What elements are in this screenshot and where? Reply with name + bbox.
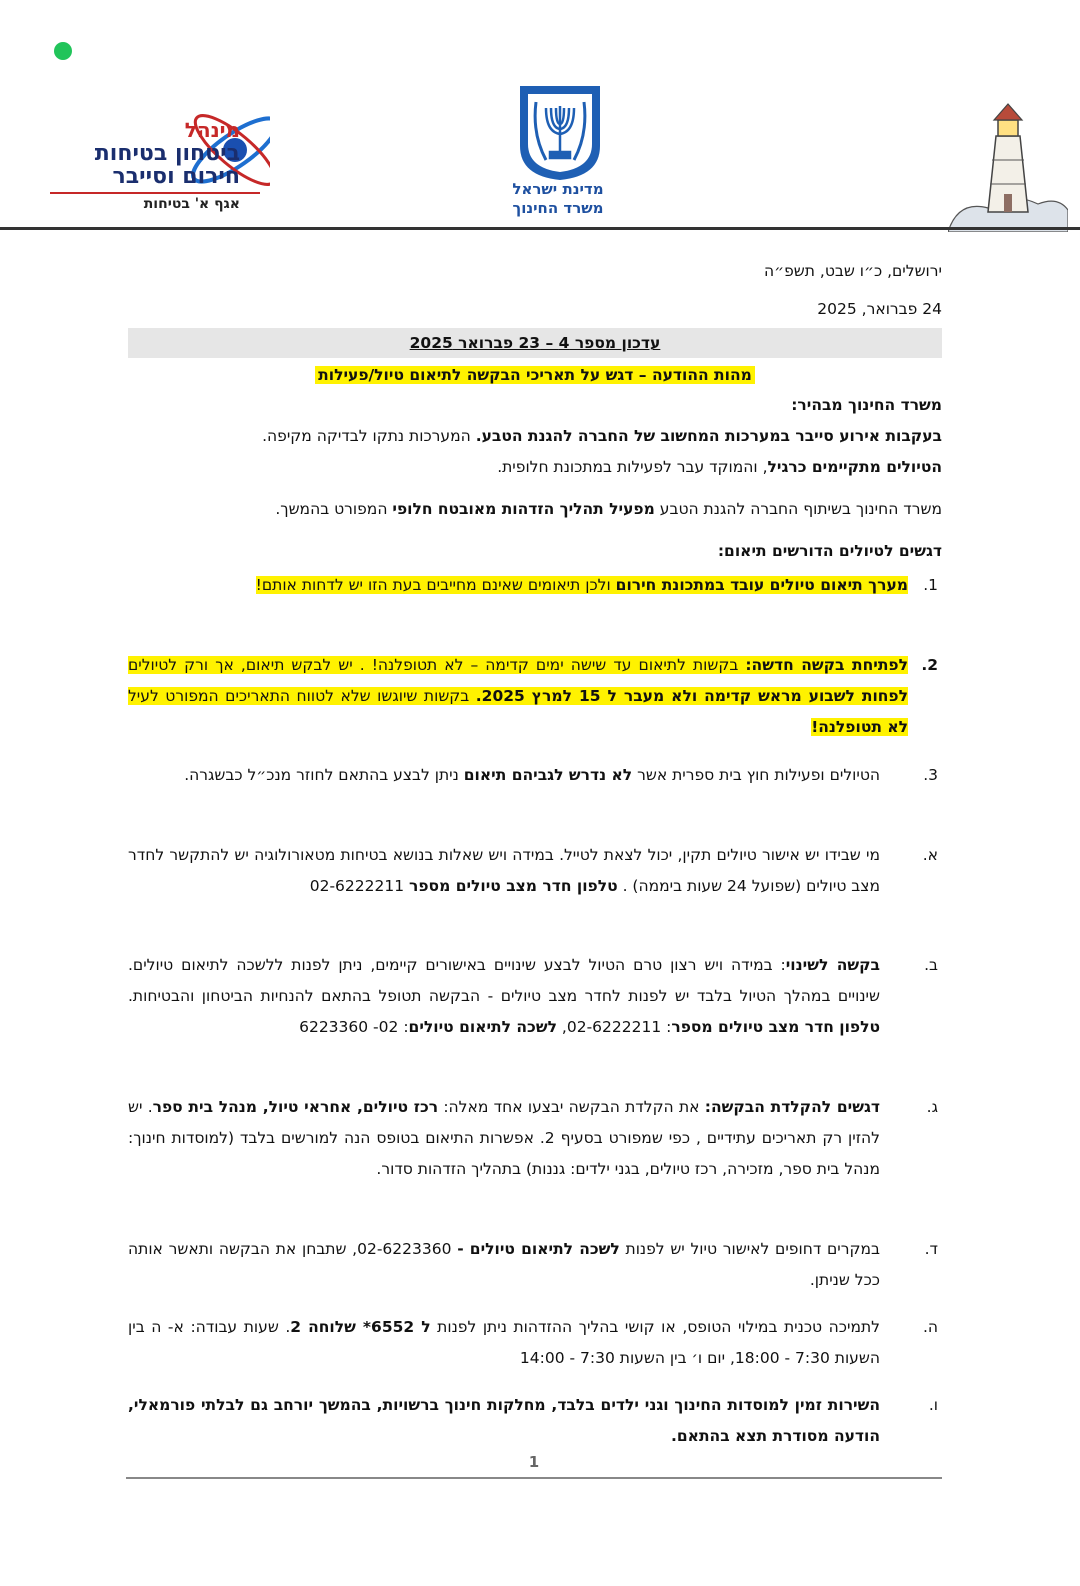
logo-line-2: ביטחון בטיחות	[94, 140, 240, 166]
header-rule	[0, 227, 1080, 230]
logo-divider	[50, 192, 260, 194]
intro-heading: משרד החינוך מבהיר:	[791, 396, 942, 414]
message-nature-text: מהות ההודעה – דגש על תאריכי הבקשה לתיאום טיול/פעילות	[315, 366, 755, 384]
logo-line-3: חירום וסייבר	[112, 164, 240, 190]
lighthouse-icon	[948, 100, 1068, 232]
emblem-line-2: משרד החינוך	[512, 198, 604, 217]
identification-paragraph: משרד החינוך בשיתוף החברה להגנת הטבע מפעיל תהליך הזדהות מאובטח חלופי המפורט בהמשך.	[275, 500, 942, 518]
page-number: 1	[528, 1453, 540, 1471]
list-number: ד.	[924, 1240, 938, 1258]
message-nature	[128, 360, 942, 391]
list-number: ה.	[922, 1318, 938, 1336]
intro-line-2: הטיולים מתקיימים כרגיל, והמוקד עבר לפעילות במתכונת חלופית.	[497, 458, 942, 476]
document-header	[0, 0, 1080, 232]
footer-rule	[126, 1477, 942, 1479]
list-number: ג.	[926, 1098, 938, 1116]
update-title-bar	[128, 328, 942, 358]
list-number: 1.	[923, 576, 938, 594]
state-emblem-icon	[516, 84, 604, 182]
safety-administration-logo	[40, 80, 270, 225]
hebrew-date: ירושלים, כ״ו שבט, תשפ״ה	[764, 262, 942, 280]
update-title: עדכון מספר 4 – 23 פברואר 2025	[409, 334, 661, 352]
list-number: א.	[922, 846, 938, 864]
emphasis-heading: דגשים לטיולים הדורשים תיאום:	[717, 542, 942, 560]
list-number: ו.	[928, 1396, 938, 1414]
gregorian-date: 24 פברואר, 2025	[817, 300, 942, 318]
ministry-emblem-text	[478, 180, 638, 218]
intro-line-1: בעקבות אירוע סייבר במערכות המחשוב של החברה להגנת הטבע. המערכות נתקו לבדיקה מקיפה.	[262, 427, 942, 445]
emblem-line-1: מדינת ישראל	[512, 180, 604, 198]
logo-line-4: אגף א' בטיחות	[143, 196, 240, 213]
status-dot-icon	[54, 42, 72, 60]
list-number: 2.	[921, 656, 938, 674]
list-number: ב.	[924, 956, 938, 974]
logo-line-1: מינהל	[184, 118, 240, 142]
list-number: 3.	[923, 766, 938, 784]
